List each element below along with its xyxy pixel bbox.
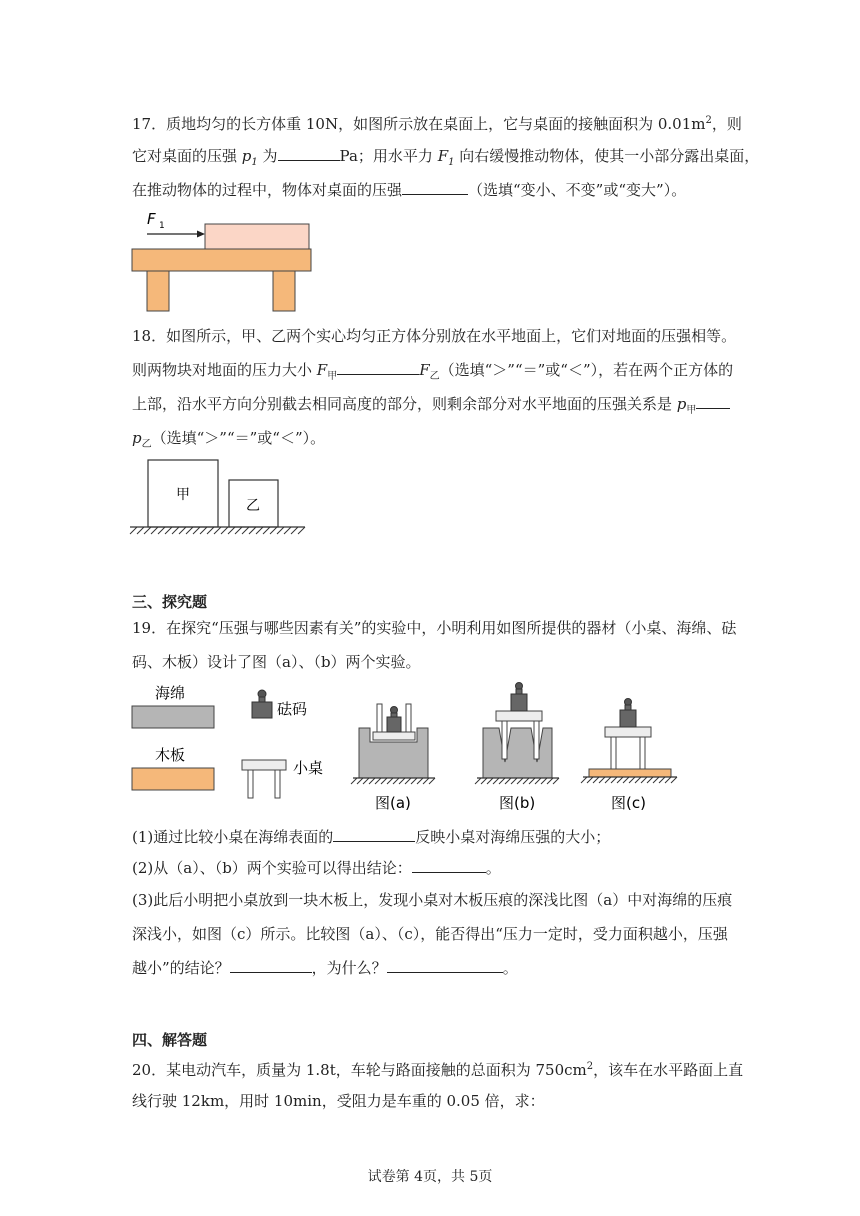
hatch-mark: [179, 527, 186, 534]
block: [205, 224, 309, 249]
answer-blank: [337, 359, 419, 375]
hatch-mark: [277, 527, 284, 534]
hatch-mark: [511, 778, 517, 784]
hatch-mark: [411, 778, 417, 784]
force-arrowhead: [197, 231, 205, 238]
hatch-mark: [130, 527, 137, 534]
hatch-mark: [653, 777, 659, 783]
hatch-mark: [635, 777, 641, 783]
table-sample: [242, 760, 286, 798]
hatch-mark: [158, 527, 165, 534]
q19-sub1: (1)通过比较小桌在海绵表面的 反映小桌对海绵压强的大小；: [132, 828, 611, 846]
q18-line2: 则两物块对地面的压力大小 $F_甲$ $F_乙$（选填“＞”“＝”或“＜”），若在两个正方体的: [132, 361, 734, 382]
hatch-mark: [291, 527, 298, 534]
hatch-mark: [587, 777, 593, 783]
hatch-mark: [499, 778, 505, 784]
hatch-mark: [298, 527, 305, 534]
hatch-mark: [665, 777, 671, 783]
hatch-mark: [487, 778, 493, 784]
q17-line1: 17．质地均匀的长方体重 10N，如图所示放在桌面上，它与桌面的接触面积为 $0.01m^2$，则: [132, 115, 742, 133]
q18-line4: $p_乙$（选填“＞”“＝”或“＜”）。: [132, 429, 326, 450]
hatch-mark: [505, 778, 511, 784]
q18-line1: 18．如图所示，甲、乙两个实心均匀正方体分别放在水平地面上，它们对地面的压强相等。: [132, 327, 737, 345]
hatch-mark: [523, 778, 529, 784]
q19-line2: 码、木板）设计了图（a）、（b）两个实验。: [132, 653, 421, 671]
hatch-mark: [423, 778, 429, 784]
hatch-mark: [399, 778, 405, 784]
answer-blank: [412, 857, 486, 873]
q20-line2: 线行驶 12km，用时 10min，受阻力是车重的 0.05 倍，求：: [132, 1092, 545, 1110]
hatch-mark: [357, 778, 363, 784]
table-top: [132, 249, 311, 271]
hatch-mark: [629, 777, 635, 783]
hatch-mark: [369, 778, 375, 784]
figure-b: [475, 683, 559, 785]
q19-sub2: (2)从（a）、（b）两个实验可以得出结论： 。: [132, 859, 501, 877]
hatch-mark: [144, 527, 151, 534]
hatch-mark: [172, 527, 179, 534]
q19-line1: 19．在探究“压强与哪些因素有关”的实验中，小明利用如图所提供的器材（小桌、海绵、砝: [132, 619, 737, 637]
sponge-sample: [132, 706, 214, 728]
hatch-mark: [193, 527, 200, 534]
hatch-mark: [200, 527, 207, 534]
hatch-mark: [151, 527, 158, 534]
hatch-mark: [137, 527, 144, 534]
hatch-mark: [228, 527, 235, 534]
force-label: F: [147, 210, 156, 228]
hatch-mark: [599, 777, 605, 783]
hatch-mark: [529, 778, 535, 784]
hatch-mark: [387, 778, 393, 784]
hatch-mark: [593, 777, 599, 783]
hatch-mark: [256, 527, 263, 534]
hatch-mark: [165, 527, 172, 534]
ground-hatch: [130, 527, 305, 534]
caption-a: 图(a): [375, 794, 411, 812]
q19-sub3-line1: (3)此后小明把小桌放到一块木板上，发现小桌对木板压痕的深浅比图（a）中对海绵的压痕: [132, 891, 733, 909]
figure-c: [581, 699, 677, 784]
page-footer: 试卷第 4页，共 5页: [367, 1169, 493, 1185]
board-sample: [132, 768, 214, 790]
hatch-mark: [553, 778, 559, 784]
cube-jia-label: 甲: [176, 487, 190, 503]
table-leg-left: [147, 271, 169, 311]
hatch-mark: [623, 777, 629, 783]
weight-sample: [252, 690, 272, 718]
hatch-mark: [605, 777, 611, 783]
answer-blank: [696, 393, 730, 409]
weight-label: 砝码: [277, 700, 308, 718]
q18-figure: [125, 455, 310, 540]
hatch-mark: [221, 527, 228, 534]
hatch-mark: [405, 778, 411, 784]
hatch-mark: [242, 527, 249, 534]
q19-figure: [125, 680, 685, 815]
q20-line1: 20．某电动汽车，质量为 1.8t，车轮与路面接触的总面积为 $750cm^2$，该车在水平路面上直: [132, 1061, 744, 1079]
q17-line3: 在推动物体的过程中，物体对桌面的压强 （选填“变小、不变”或“变大”）。: [132, 181, 687, 199]
answer-blank: [230, 957, 312, 973]
hatch-mark: [381, 778, 387, 784]
hatch-mark: [475, 778, 481, 784]
caption-c: 图(c): [611, 794, 646, 812]
hatch-mark: [186, 527, 193, 534]
hatch-mark: [671, 777, 677, 783]
hatch-mark: [214, 527, 221, 534]
cube-yi-label: 乙: [246, 498, 260, 514]
hatch-mark: [659, 777, 665, 783]
q19-sub3-line2: 深浅小，如图（c）所示。比较图（a）、（c），能否得出“压力一定时，受力面积越小，压强: [132, 925, 728, 943]
hatch-mark: [481, 778, 487, 784]
hatch-mark: [535, 778, 541, 784]
hatch-mark: [581, 777, 587, 783]
hatch-mark: [393, 778, 399, 784]
hatch-mark: [493, 778, 499, 784]
section-heading-4: 四、解答题: [132, 1031, 208, 1049]
hatch-mark: [429, 778, 435, 784]
hatch-mark: [375, 778, 381, 784]
hatch-mark: [541, 778, 547, 784]
hatch-mark: [617, 777, 623, 783]
hatch-mark: [207, 527, 214, 534]
q17-line2: 它对桌面的压强 $p_1$ 为 Pa；用水平力 $F_1$ 向右缓慢推动物体，使其一小部分露出桌面，: [132, 147, 760, 168]
hatch-mark: [284, 527, 291, 534]
answer-blank: [387, 957, 503, 973]
force-label-sub: 1: [159, 221, 165, 231]
hatch-mark: [641, 777, 647, 783]
answer-blank: [333, 826, 415, 842]
q17-figure: [125, 208, 325, 316]
hatch-mark: [547, 778, 553, 784]
hatch-mark: [270, 527, 277, 534]
hatch-mark: [647, 777, 653, 783]
hatch-mark: [249, 527, 256, 534]
caption-b: 图(b): [499, 794, 536, 812]
figure-a: [351, 704, 435, 784]
sponge-label: 海绵: [155, 684, 186, 702]
hatch-mark: [363, 778, 369, 784]
table-leg-right: [273, 271, 295, 311]
hatch-mark: [517, 778, 523, 784]
section-heading-3: 三、探究题: [132, 593, 208, 611]
hatch-mark: [611, 777, 617, 783]
board-label: 木板: [155, 746, 186, 764]
answer-blank: [278, 145, 340, 161]
hatch-mark: [351, 778, 357, 784]
q19-sub3-line3: 越小”的结论？ ，为什么？ 。: [132, 959, 518, 977]
q18-line3: 上部，沿水平方向分别截去相同高度的部分，则剩余部分对水平地面的压强关系是 $p_甲$: [132, 393, 730, 422]
hatch-mark: [417, 778, 423, 784]
hatch-mark: [235, 527, 242, 534]
answer-blank: [402, 179, 468, 195]
hatch-mark: [263, 527, 270, 534]
table-label: 小桌: [293, 759, 324, 777]
